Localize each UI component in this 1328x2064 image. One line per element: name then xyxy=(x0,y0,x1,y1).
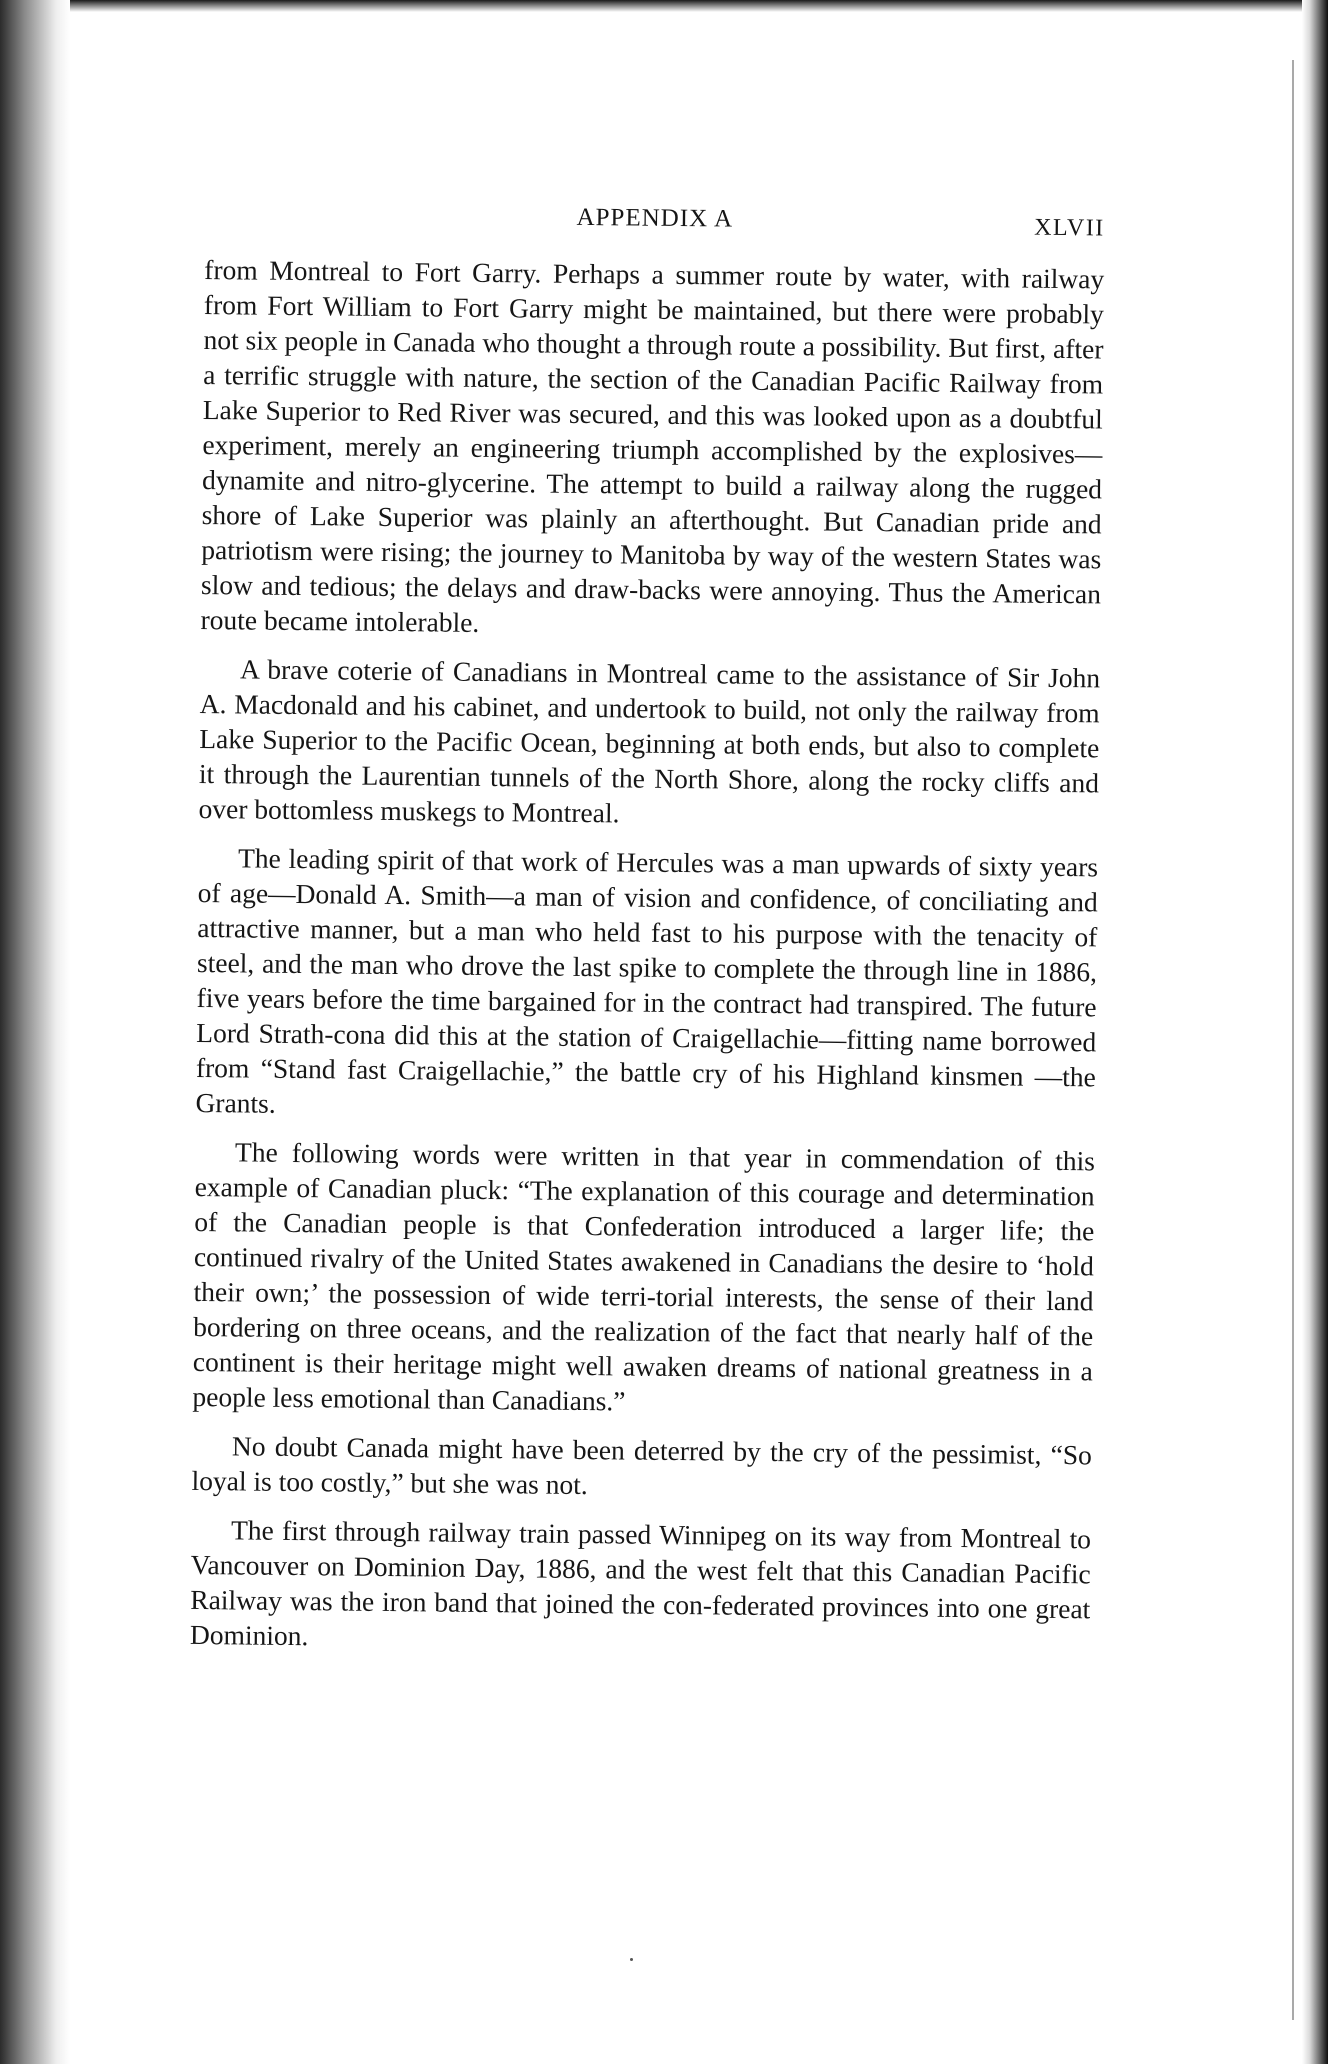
running-head xyxy=(204,200,1104,261)
paragraph: The leading spirit of that work of Hercules was a man upwards of sixty years of age—Donald A. Smith—a man of vision and confidence, of conciliating and attractive manner, but a man who held fast to his purpose with the tenacity of steel, and the man who drove the last spike to complete the through line in 1886, five years before the time bargained for in the contract had transpired. The future Lord Strath-cona did this at the station of Craigellachie—fitting name borrowed from “Stand fast Craigellachie,” the battle cry of his Highland kinsmen —the Grants. xyxy=(195,842,1099,1119)
paragraph: A brave coterie of Canadians in Montreal came to the assistance of Sir John A. Macdonald and his cabinet, and undertook to build, not only the railway from Lake Superior to the Pacific Ocean, beginning at both ends, but also to complete it through the Laurentian tunnels of the North Shore, along the rocky cliffs and over bottomless muskegs to Montreal. xyxy=(198,653,1101,829)
right-edge-shadow xyxy=(1302,0,1328,2064)
paragraph: The first through railway train passed Winnipeg on its way from Montreal to Vancouver on Dominion Day, 1886, and the west felt that this Canadian Pacific Railway was the iron band that joined the con-federated provinces into one great Dominion. xyxy=(189,1514,1092,1652)
scan-speck xyxy=(630,1958,633,1961)
paragraph: The following words were written in that year in commendation of this example of Canadian pluck: “The explanation of this courage and determination of the Canadian people is that Confederation introduced a larger life; the continued rivalry of the United States awakened in Canadians the desire to ‘hold their own;’ the possession of wide terri-torial interests, the sense of their land bordering on three oceans, and the realization of the fact that nearly half of the continent is their heritage might well awaken dreams of national greatness in a people less emotional than Canadians.” xyxy=(192,1136,1096,1417)
paragraph: No doubt Canada might have been deterred by the cry of the pessimist, “So loyal is too costly,” but she was not. xyxy=(191,1430,1093,1501)
paragraph-continuation: from Montreal to Fort Garry. Perhaps a summer route by water, with railway from Fort William to Fort Garry might be maintained, but there were probably not six people in Canada who thought a through route a possibility. But first, after a terrific struggle with nature, the section of the Canadian Pacific Railway from Lake Superior to Red River was secured, and this was looked upon as a doubtful experiment, merely an engineering triumph accomplished by the explosives—dynamite and nitro-glycerine. The attempt to build a railway along the rugged shore of Lake Superior was plainly an afterthought. But Canadian pride and patriotism were rising; the journey to Manitoba by way of the western States was slow and tedious; the delays and draw-backs were annoying. Thus the American route became intolerable. xyxy=(200,253,1105,638)
running-head-title: APPENDIX A xyxy=(576,203,734,233)
book-page xyxy=(190,200,1105,1675)
page-edge-line xyxy=(1292,60,1294,2020)
top-edge-shadow xyxy=(0,0,1328,12)
body-text xyxy=(190,252,1105,1661)
page-number: XLVII xyxy=(1034,214,1105,242)
spine-shadow xyxy=(0,0,70,2064)
